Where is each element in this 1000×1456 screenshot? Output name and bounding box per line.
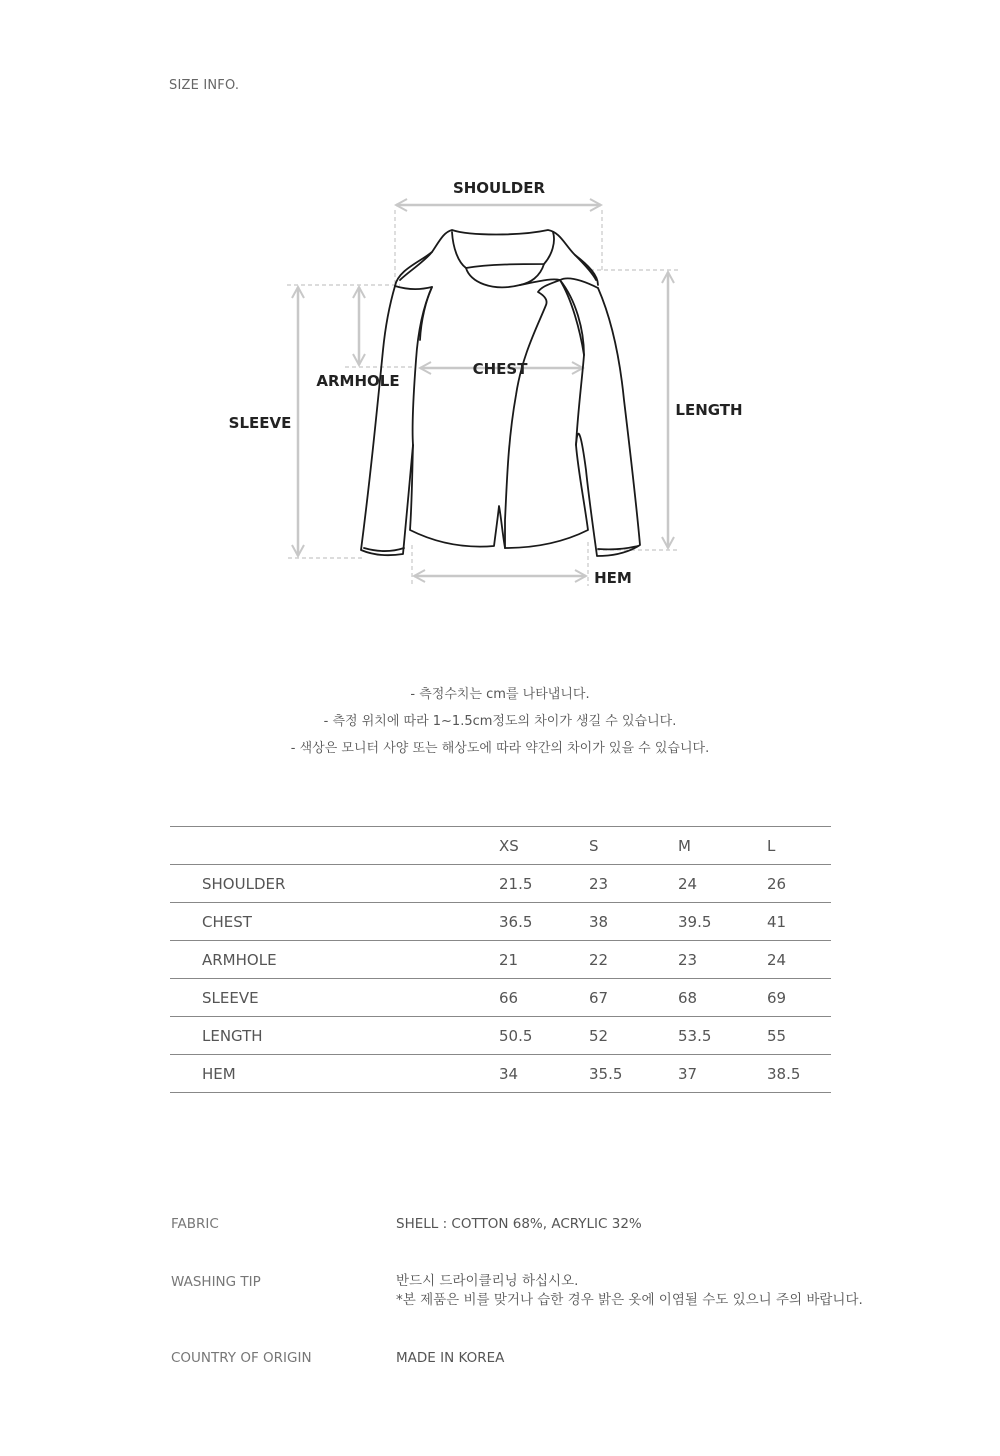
note-line: - 색상은 모니터 사양 또는 해상도에 따라 약간의 차이가 있을 수 있습니다. (290, 741, 710, 756)
fabric-value: SHELL : COTTON 68%, ACRYLIC 32% (396, 1216, 642, 1232)
column-header: L (767, 836, 776, 855)
washing-tip-label: WASHING TIP (171, 1274, 261, 1290)
table-row (170, 941, 831, 979)
table-cell: 21 (499, 950, 519, 969)
table-cell: 39.5 (678, 912, 712, 931)
label-shoulder: SHOULDER (452, 179, 546, 197)
table-row (170, 1017, 831, 1055)
table-cell: 26 (767, 874, 787, 893)
table-row (170, 903, 831, 941)
table-cell: 24 (767, 950, 787, 969)
measurement-notes (0, 681, 1000, 762)
table-cell: 34 (499, 1064, 519, 1083)
size-table (170, 826, 831, 1093)
label-sleeve: SLEEVE (228, 414, 292, 432)
table-cell: 37 (678, 1064, 698, 1083)
row-label: CHEST (202, 912, 252, 931)
origin-value: MADE IN KOREA (396, 1350, 505, 1366)
table-header-row (170, 827, 831, 865)
label-length: LENGTH (675, 401, 743, 419)
section-title: SIZE INFO. (169, 78, 240, 93)
washing-tip-line: *본 제품은 비를 맞거나 습한 경우 밝은 옷에 이염될 수도 있으니 주의 바랍니다. (396, 1292, 863, 1308)
table-cell: 41 (767, 912, 787, 931)
column-header: XS (499, 836, 519, 855)
label-hem: HEM (594, 569, 632, 587)
table-cell: 23 (589, 874, 609, 893)
washing-tip-value (396, 1272, 863, 1310)
table-cell: 67 (589, 988, 609, 1007)
row-label: SLEEVE (202, 988, 259, 1007)
fabric-label: FABRIC (171, 1216, 219, 1232)
measurement-diagram (0, 0, 1000, 640)
table-cell: 52 (589, 1026, 609, 1045)
table-row (170, 865, 831, 903)
note-line: - 측정 위치에 따라 1~1.5cm정도의 차이가 생길 수 있습니다. (323, 714, 677, 729)
note-line: - 측정수치는 cm를 나타냅니다. (410, 687, 590, 702)
table-cell: 23 (678, 950, 698, 969)
column-header: M (678, 836, 691, 855)
row-label: LENGTH (202, 1026, 263, 1045)
origin-label: COUNTRY OF ORIGIN (171, 1350, 312, 1366)
table-cell: 36.5 (499, 912, 533, 931)
table-cell: 38 (589, 912, 609, 931)
table-cell: 35.5 (589, 1064, 623, 1083)
row-label: ARMHOLE (202, 950, 277, 969)
row-label: SHOULDER (202, 874, 286, 893)
column-header: S (589, 836, 599, 855)
table-cell: 24 (678, 874, 698, 893)
table-cell: 69 (767, 988, 787, 1007)
label-armhole: ARMHOLE (316, 372, 400, 390)
measurement-arrows (298, 205, 668, 576)
table-cell: 22 (589, 950, 609, 969)
column-header (170, 827, 499, 865)
table-cell: 68 (678, 988, 698, 1007)
label-chest: CHEST (472, 360, 528, 378)
table-cell: 66 (499, 988, 519, 1007)
table-cell: 50.5 (499, 1026, 533, 1045)
table-cell: 38.5 (767, 1064, 801, 1083)
table-cell: 21.5 (499, 874, 533, 893)
washing-tip-line: 반드시 드라이클리닝 하십시오. (396, 1273, 579, 1289)
table-cell: 53.5 (678, 1026, 712, 1045)
table-row (170, 979, 831, 1017)
table-cell: 55 (767, 1026, 787, 1045)
jacket-drawing (361, 230, 640, 556)
row-label: HEM (202, 1064, 236, 1083)
table-row (170, 1055, 831, 1093)
